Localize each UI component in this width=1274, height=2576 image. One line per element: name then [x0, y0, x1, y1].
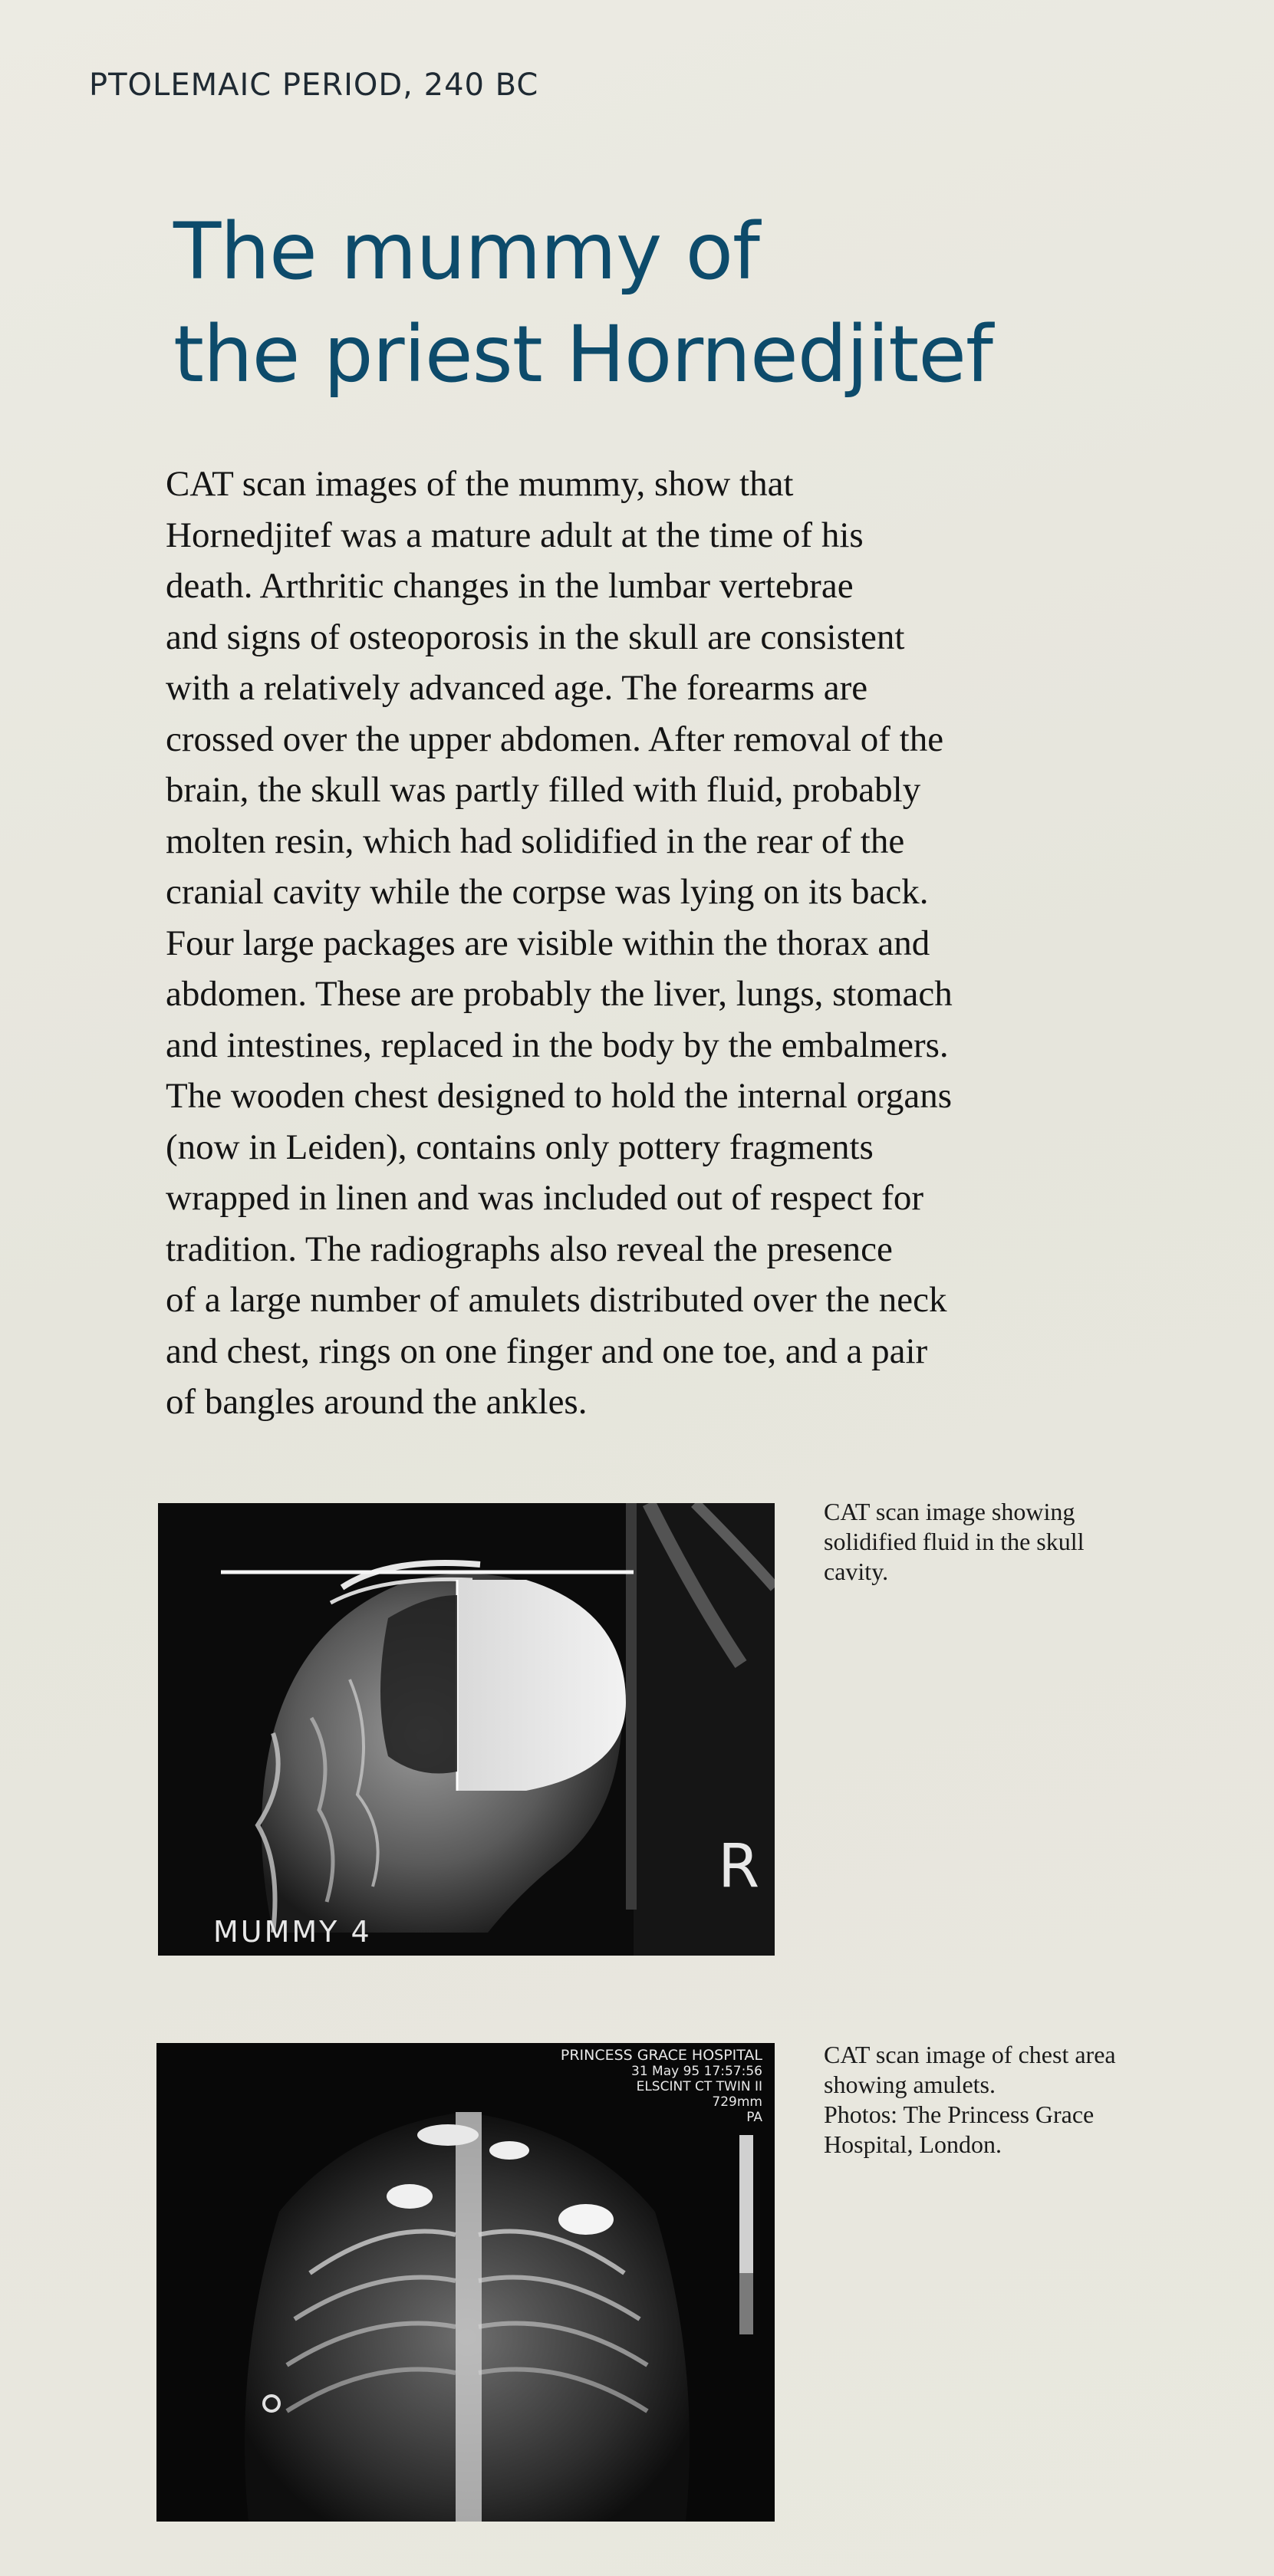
- scan-marker-text: R: [718, 1832, 760, 1901]
- body-line: CAT scan images of the mummy, show that: [166, 464, 794, 504]
- body-line: abdomen. These are probably the liver, lungs, stomach: [166, 974, 953, 1014]
- caption-line: solidified fluid in the skull: [824, 1528, 1085, 1555]
- body-line: cranial cavity while the corpse was lying on its back.: [166, 872, 929, 912]
- scan-header-line: 31 May 95 17:57:56: [631, 2064, 762, 2079]
- skull-scan-graphic: [158, 1503, 775, 1956]
- page-title: [173, 201, 1094, 406]
- body-line: and intestines, replaced in the body by the embalmers.: [166, 1025, 949, 1065]
- scan-header-line: PA: [746, 2110, 762, 2125]
- caption-line: cavity.: [824, 1558, 889, 1585]
- body-line: The wooden chest designed to hold the internal organs: [166, 1076, 953, 1116]
- body-line: molten resin, which had solidified in the rear of the: [166, 821, 905, 861]
- body-line: Hornedjitef was a mature adult at the time of his: [166, 515, 864, 555]
- chest-scan-graphic: [156, 2043, 775, 2522]
- skull-scan-caption: [824, 1497, 1085, 1587]
- chest-scan-caption: [824, 2040, 1116, 2160]
- body-line: and chest, rings on one finger and one toe, and a pair: [166, 1331, 928, 1371]
- caption-line: showing amulets.: [824, 2071, 996, 2098]
- body-line: of bangles around the ankles.: [166, 1382, 588, 1422]
- body-line: of a large number of amulets distributed over the neck: [166, 1280, 947, 1320]
- scan-header-line: ELSCINT CT TWIN II: [636, 2079, 762, 2094]
- caption-line: CAT scan image showing: [824, 1498, 1075, 1525]
- body-line: tradition. The radiographs also reveal the presence: [166, 1229, 893, 1269]
- body-line: with a relatively advanced age. The forearms are: [166, 668, 868, 708]
- title-line-1: The mummy of: [173, 206, 759, 298]
- body-line: brain, the skull was partly filled with fluid, probably: [166, 770, 921, 810]
- chest-scan-image: [156, 2043, 775, 2522]
- caption-line: Hospital, London.: [824, 2130, 1002, 2158]
- caption-line: Photos: The Princess Grace: [824, 2101, 1095, 2128]
- scan-label-text: MUMMY 4: [213, 1915, 372, 1949]
- body-line: crossed over the upper abdomen. After removal of the: [166, 719, 944, 759]
- scan-header-line: 729mm: [712, 2094, 762, 2110]
- body-line: Four large packages are visible within the thorax and: [166, 923, 930, 963]
- period-heading: PTOLEMAIC PERIOD, 240 BC: [89, 67, 539, 103]
- body-line: death. Arthritic changes in the lumbar vertebrae: [166, 566, 854, 606]
- title-line-2: the priest Hornedjitef: [173, 309, 993, 400]
- scan-header-line: PRINCESS GRACE HOSPITAL: [560, 2047, 762, 2064]
- caption-line: CAT scan image of chest area: [824, 2041, 1116, 2068]
- body-line: (now in Leiden), contains only pottery fragments: [166, 1127, 874, 1167]
- body-paragraph: [166, 459, 1178, 1428]
- skull-scan-image: [158, 1503, 775, 1956]
- body-line: and signs of osteoporosis in the skull are consistent: [166, 617, 905, 657]
- body-line: wrapped in linen and was included out of respect for: [166, 1178, 923, 1218]
